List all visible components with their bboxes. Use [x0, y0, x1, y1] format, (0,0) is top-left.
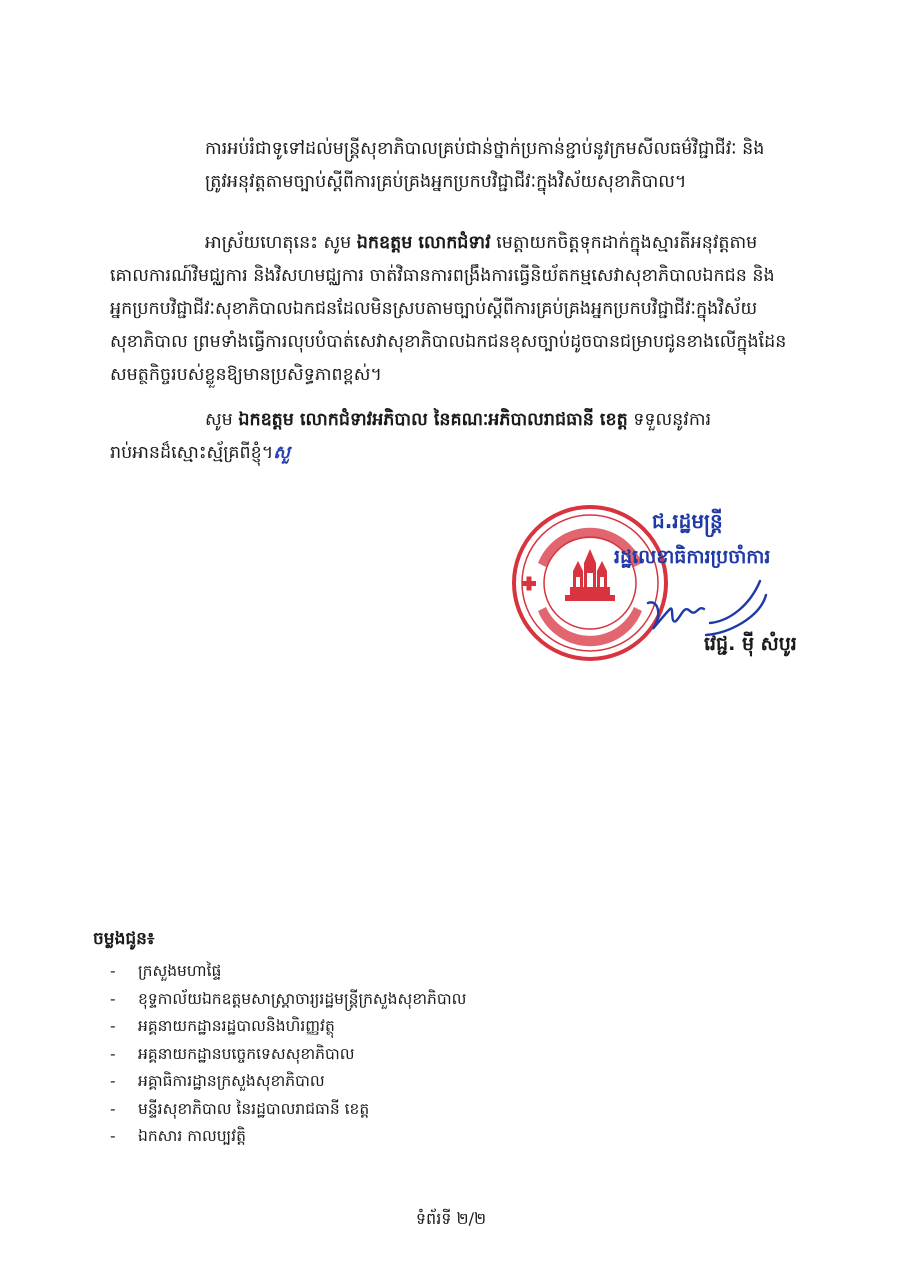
paragraph-closing [110, 404, 846, 470]
text-line [110, 227, 846, 260]
list-item: - ខុទ្ទកាល័យឯកឧត្តមសាស្ត្រាចារ្យរដ្ឋមន្ត្រីក្រសួងសុខាភិបាល [110, 989, 467, 1008]
text-line: គោលការណ៍វិមជ្ឈការ និងវិសហមជ្ឈការ ចាត់វិធានការពង្រឹងការធ្វើនិយ័តកម្មសេវាសុខាភិបាលឯកជន និង [110, 266, 775, 286]
addressee-bold: ឯកឧត្តម លោកជំទាវអភិបាល នៃគណៈអភិបាលរាជធានី ខេត្ត [238, 410, 628, 430]
addressee-bold: ឯកឧត្តម លោកជំទាវ [356, 233, 491, 253]
text-line: អ្នកប្រកបវិជ្ជាជីវៈសុខាភិបាលឯកជនដែលមិនស្របតាមច្បាប់ស្តីពីការគ្រប់គ្រងអ្នកប្រកបវិជ្ជាជីវៈក្នុងវិស័យ [110, 299, 758, 319]
closing-lead: សូម [205, 410, 233, 430]
cc-heading: ចម្លងជូន៖ [93, 929, 155, 949]
list-item: - អគ្គនាយកដ្ឋានរដ្ឋបាលនិងហិរញ្ញវត្ថុ [110, 1017, 335, 1035]
request-rest: មេត្តាយកចិត្តទុកដាក់ក្នុងស្មារតីអនុវត្តតាម [496, 233, 758, 253]
closing-rest: ទទួលនូវការ [633, 410, 712, 430]
signatory-position: រដ្ឋលេខាធិការប្រចាំការ [614, 546, 771, 568]
text-line: សុខាភិបាល ព្រមទាំងធ្វើការលុបបំបាត់សេវាសុខាភិបាលឯកជនខុសច្បាប់ដូចបានជម្រាបជូនខាងលើក្នុងដែន [110, 332, 787, 352]
list-item: - ក្រសួងមហាផ្ទៃ [110, 962, 222, 980]
text-line: ការអប់រំជាទូទៅដល់មន្ត្រីសុខាភិបាលគ្រប់ជាន់ថ្នាក់ប្រកាន់ខ្ជាប់នូវក្រមសីលធម៌វិជ្ជាជីវៈ និង [205, 139, 765, 159]
list-item: - អគ្គនាយកដ្ឋានបច្ចេកទេសសុខាភិបាល [110, 1044, 355, 1063]
signatory-title: ជ.រដ្ឋមន្ត្រី [652, 509, 723, 533]
handwritten-initial: សួ [273, 443, 290, 463]
text-line [110, 437, 846, 470]
list-item: - មន្ទីរសុខាភិបាល នៃរដ្ឋបាលរាជធានី ខេត្ត [110, 1099, 370, 1118]
paragraph-continuation [205, 133, 845, 199]
request-lead: អាស្រ័យហេតុនេះ សូម [205, 233, 352, 253]
text-line: ត្រូវអនុវត្តតាមច្បាប់ស្តីពីការគ្រប់គ្រងអ្នកប្រកបវិជ្ជាជីវៈក្នុងវិស័យសុខាភិបាល។ [205, 172, 687, 192]
text-line [110, 404, 846, 437]
cc-list [110, 958, 466, 1151]
list-item: - អគ្គាធិការដ្ឋានក្រសួងសុខាភិបាល [110, 1072, 325, 1090]
text-line: សមត្ថកិច្ចរបស់ខ្លួនឱ្យមានប្រសិទ្ធភាពខ្ពស់។ [110, 365, 382, 385]
page-number: ទំព័រទី ២/២ [415, 1209, 487, 1228]
paragraph-request [110, 227, 846, 392]
signatory-name: វេជ្ជ. មុី សំបូរ [704, 633, 797, 655]
list-item: - ឯកសារ កាលប្បវត្តិ [110, 1127, 246, 1145]
closing-line: រាប់អានដ៏ស្មោះស្ម័គ្រពីខ្ញុំ។ [110, 443, 274, 463]
